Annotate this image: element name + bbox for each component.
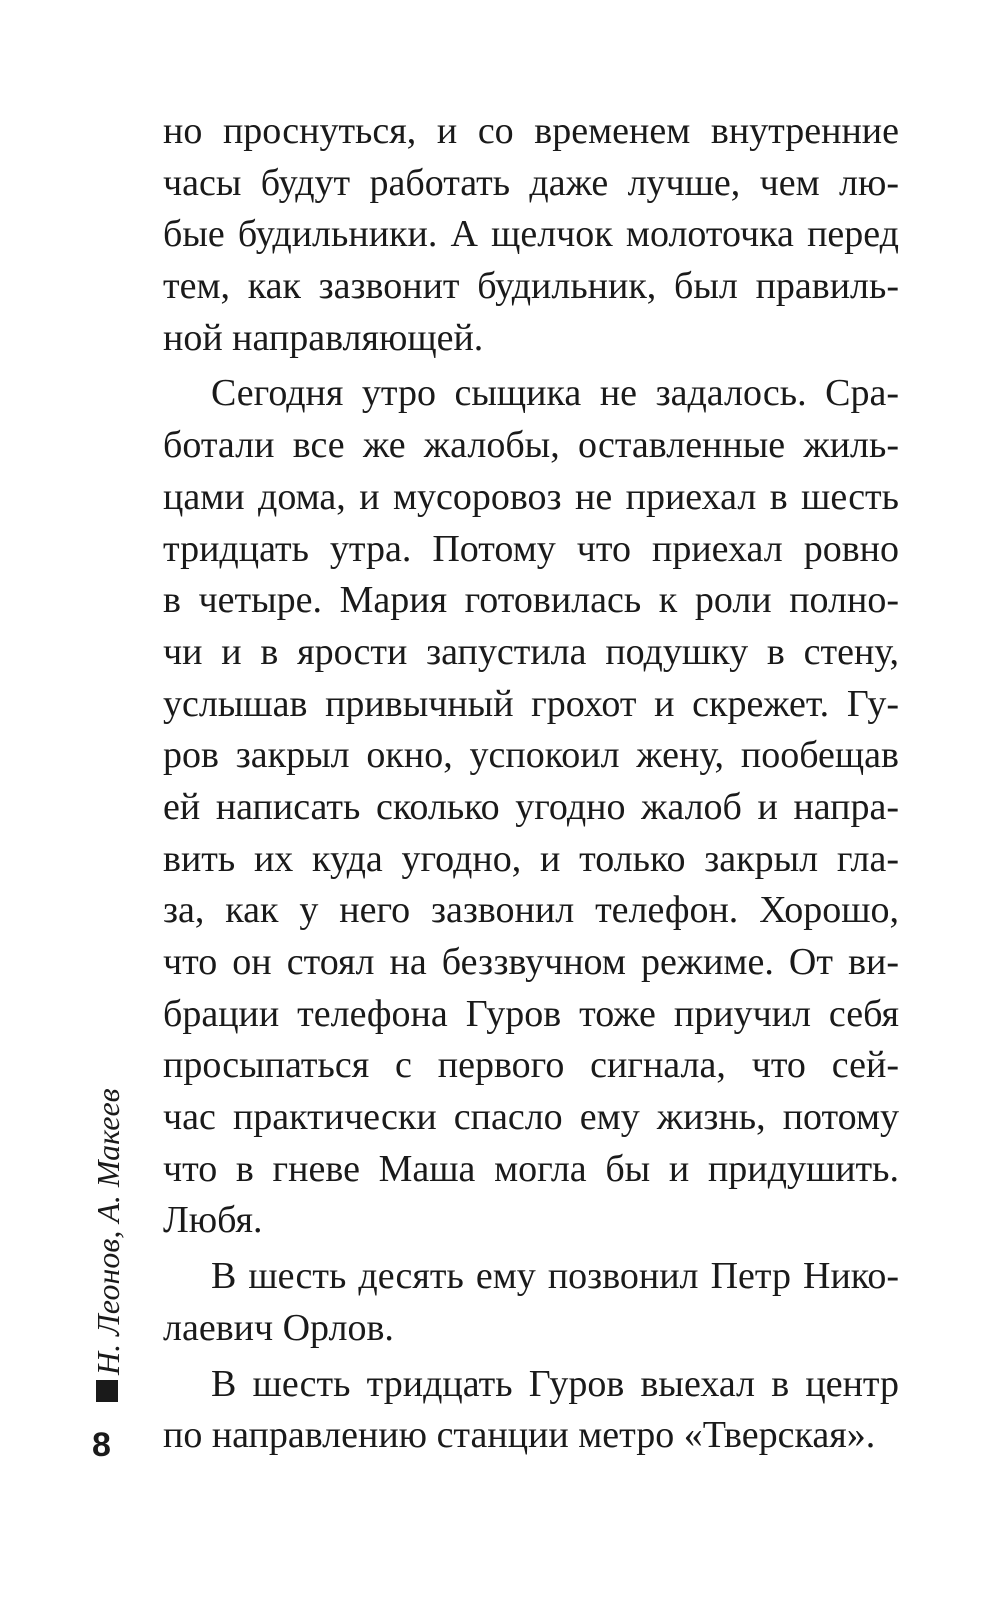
- text-line: чи и в ярости запустила подушку в стену,: [163, 630, 899, 673]
- text-line: что он стоял на беззвучном режиме. От ви-: [163, 941, 899, 983]
- running-head-marker: [96, 1380, 118, 1402]
- text-line: по направлению станции метро «Тверская».: [163, 1414, 876, 1457]
- text-line: часы будут работать даже лучше, чем лю-: [163, 161, 899, 204]
- text-line: за, как у него зазвонил телефон. Хорошо,: [163, 889, 899, 932]
- text-line: бые будильники. А щелчок молоточка перед: [163, 213, 899, 256]
- text-line: Любя.: [163, 1199, 263, 1242]
- paragraph: [163, 368, 899, 1247]
- text-line: ботали все же жалобы, оставленные жиль-: [163, 424, 899, 467]
- text-line: В шесть тридцать Гуров выехал в центр: [211, 1362, 899, 1405]
- text-line: вить их куда угодно, и только закрыл гла-: [163, 837, 899, 880]
- text-line: лаевич Орлов.: [163, 1306, 394, 1349]
- text-line: тем, как зазвонит будильник, был правиль-: [163, 265, 899, 308]
- text-line: в четыре. Мария готовилась к роли полно-: [163, 579, 899, 622]
- text-line: что в гневе Маша могла бы и придушить.: [163, 1147, 899, 1190]
- text-line: час практически спасло ему жизнь, потому: [163, 1096, 899, 1139]
- text-line: услышав привычный грохот и скрежет. Гу-: [163, 682, 899, 725]
- text-line: тридцать утра. Потому что приехал ровно: [163, 527, 899, 570]
- text-line: цами дома, и мусоровоз не приехал в шесть: [163, 475, 899, 518]
- text-line: просыпаться с первого сигнала, что сей-: [163, 1044, 899, 1087]
- text-line: ной направляющей.: [163, 316, 484, 359]
- text-line: брации телефона Гуров тоже приучил себя: [163, 992, 899, 1035]
- text-line: Сегодня утро сыщика не задалось. Сра-: [211, 372, 899, 415]
- body-text: [163, 106, 899, 1462]
- text-line: ей написать сколько угодно жалоб и напра-: [163, 785, 899, 828]
- running-head-authors: Н. Леонов, А. Макеев: [90, 1088, 126, 1375]
- text-line: В шесть десять ему позвонил Петр Нико-: [211, 1255, 899, 1298]
- paragraph: [163, 1251, 899, 1354]
- page-number: 8: [92, 1426, 111, 1464]
- text-line: но проснуться, и со временем внутренние: [163, 110, 899, 152]
- paragraph: [163, 1359, 899, 1462]
- paragraph: [163, 106, 899, 364]
- text-line: ров закрыл окно, успокоил жену, пообещав: [163, 734, 899, 777]
